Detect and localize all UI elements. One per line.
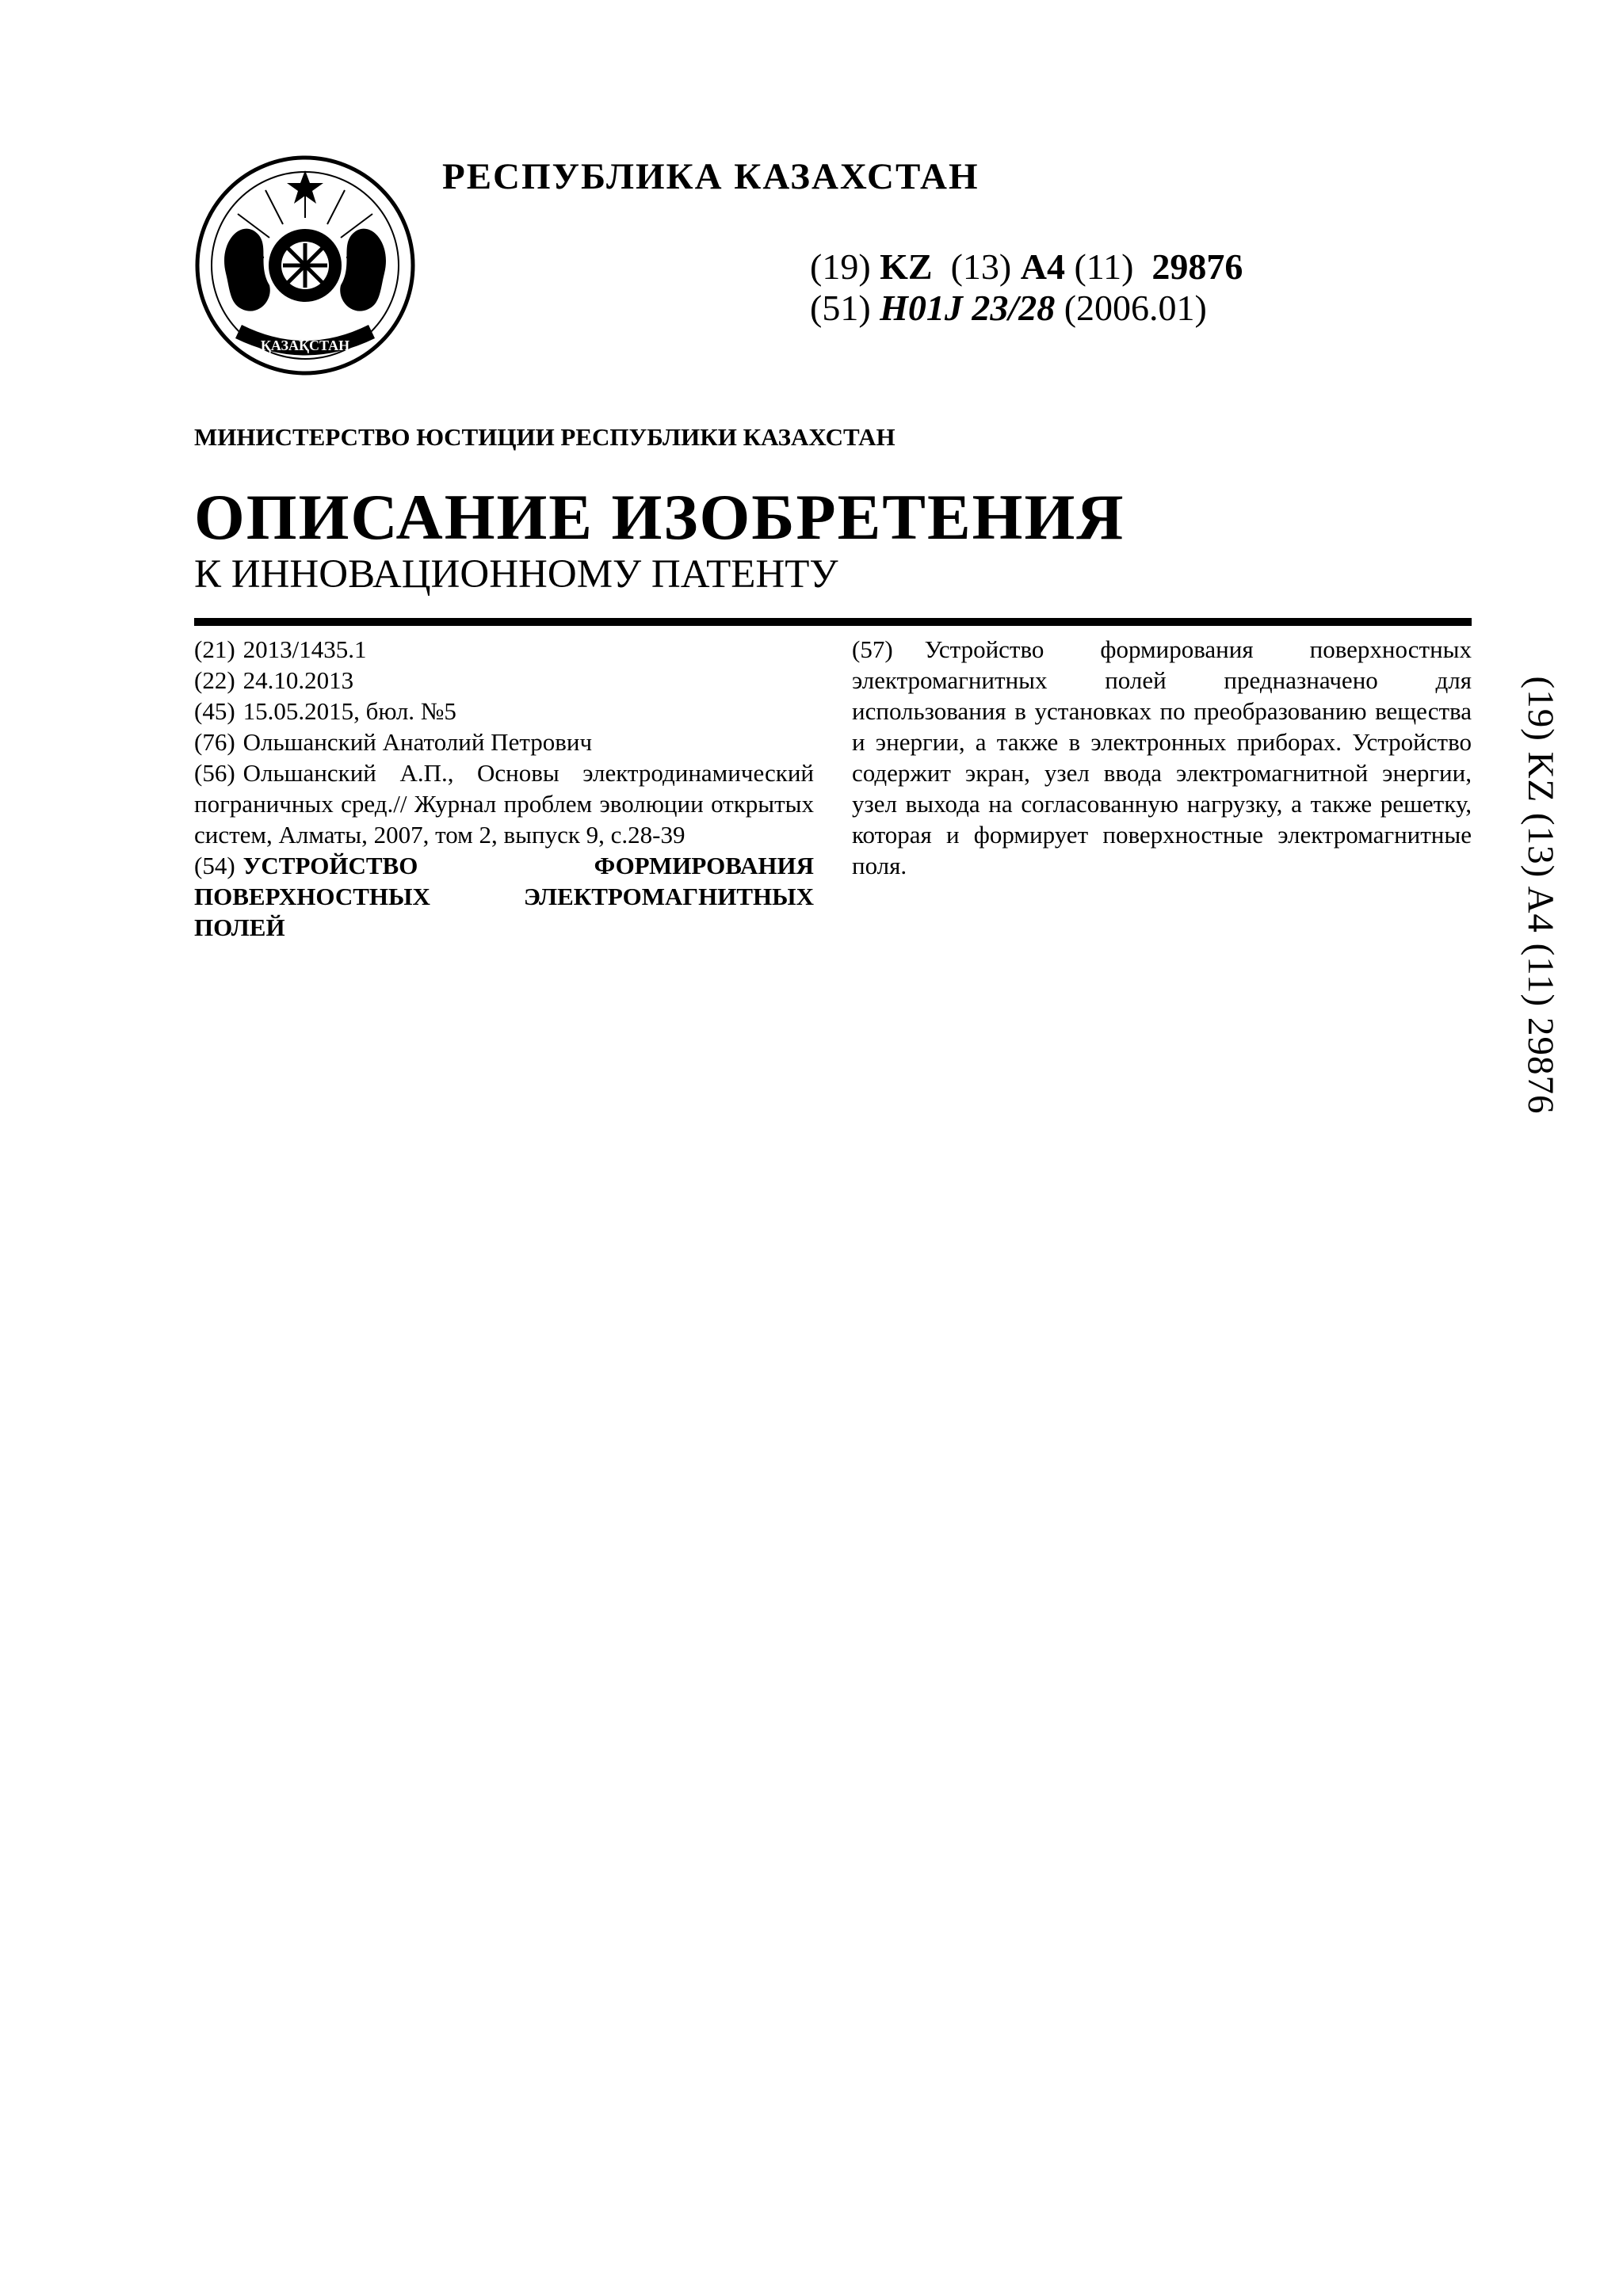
ministry-name: МИНИСТЕРСТВО ЮСТИЦИИ РЕСПУБЛИКИ КАЗАХСТАН <box>194 423 896 451</box>
filing-date: 24.10.2013 <box>242 666 354 694</box>
side-document-code <box>1506 676 1575 1115</box>
inid-22: (22) <box>194 666 235 694</box>
cited-documents: Ольшанский А.П., Основы электродинамический пограничных сред.// Журнал проблем эволюции открытых систем, Алматы, 2007, том 2, выпуск 9, с.28-39 <box>194 759 814 849</box>
field-56 <box>194 757 814 850</box>
inid-21: (21) <box>194 635 235 663</box>
patent-number: 29876 <box>1151 246 1243 287</box>
inid-56: (56) <box>194 759 235 787</box>
field-21 <box>194 634 814 665</box>
emblem-inscription: ҚАЗАҚСТАН <box>260 338 350 353</box>
inid-54: (54) <box>194 852 235 879</box>
abstract <box>852 634 1472 881</box>
inid-51: (51) <box>810 288 871 328</box>
invention-title: УСТРОЙСТВО ФОРМИРОВАНИЯ ПОВЕРХНОСТНЫХ ЭЛЕКТРОМАГНИТНЫХ ПОЛЕЙ <box>194 852 814 941</box>
state-emblem <box>194 154 416 376</box>
title-divider <box>194 618 1472 626</box>
field-22 <box>194 665 814 696</box>
inventor: Ольшанский Анатолий Петрович <box>242 728 593 756</box>
inid-76: (76) <box>194 728 235 756</box>
field-54 <box>194 850 814 943</box>
bibliographic-data <box>194 634 814 943</box>
document-title: ОПИСАНИЕ ИЗОБРЕТЕНИЯ <box>194 481 1125 553</box>
document-kind: A4 <box>1020 246 1065 287</box>
field-76 <box>194 727 814 757</box>
ipc-version: (2006.01) <box>1064 288 1207 328</box>
inid-57: (57) <box>852 635 893 663</box>
publication-date: 15.05.2015, бюл. №5 <box>242 697 456 725</box>
document-subtitle: К ИННОВАЦИОННОМУ ПАТЕНТУ <box>194 552 838 597</box>
field-57 <box>852 634 1472 881</box>
classification-line <box>810 287 1207 329</box>
publication-codes <box>810 246 1243 288</box>
inid-11: (11) <box>1074 246 1134 287</box>
field-45 <box>194 696 814 727</box>
country-code: KZ <box>880 246 933 287</box>
side-code-text: (19) KZ (13) A4 (11) 29876 <box>1520 676 1561 1115</box>
application-number: 2013/1435.1 <box>242 635 367 663</box>
inid-19: (19) <box>810 246 871 287</box>
ipc-class: H01J 23/28 <box>880 288 1056 328</box>
abstract-text: Устройство формирования поверхностных электромагнитных полей предназначено для использования в установках по преобразованию вещества и энергии, а также в электронных приборах. Устройство содержит экран, узел ввода электромагнитной энергии, узел выхода на согласованную нагрузку, а также решетку, которая и формирует поверхностные электромагнитные поля. <box>852 635 1472 879</box>
country-name: РЕСПУБЛИКА КАЗАХСТАН <box>442 156 980 197</box>
inid-45: (45) <box>194 697 235 725</box>
inid-13: (13) <box>950 246 1012 287</box>
